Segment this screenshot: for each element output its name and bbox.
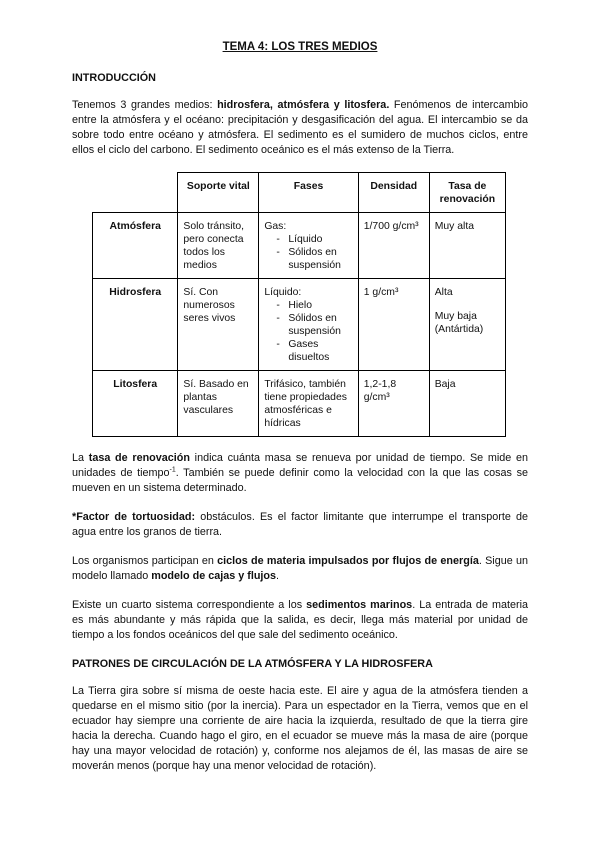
cell-densidad: 1,2-1,8 g/cm³ (358, 371, 429, 437)
text-span: . La entrada de materia es más abundante y más rápida que la salida, es decir, llega más material por unidad de tiempo a los fondos oceánicos del que sale del sedimento oceánico. (72, 599, 528, 641)
intro-text-bold: hidrosfera, atmósfera y litosfera. (217, 99, 390, 111)
list-item: - Sólidos en suspensión (288, 246, 352, 272)
row-label: Atmósfera (93, 213, 178, 279)
cell-tasa: Baja (429, 371, 505, 437)
text-span: . Sigue un modelo llamado (72, 555, 528, 582)
table-row (93, 371, 506, 437)
cell-soporte: Sí. Con numerosos seres vivos (178, 279, 259, 371)
table-row (93, 213, 506, 279)
text-span: Existe un cuarto sistema correspondiente a los (72, 599, 307, 611)
cell-densidad: 1/700 g/cm³ (358, 213, 429, 279)
list-item: - Líquido (288, 233, 352, 246)
table-header: Soporte vital (178, 173, 259, 213)
cell-fases (259, 279, 358, 371)
list-item: - Hielo (288, 299, 352, 312)
cell-soporte: Solo tránsito, pero conecta todos los medios (178, 213, 259, 279)
table-header: Densidad (358, 173, 429, 213)
tasa-paragraph (72, 451, 528, 496)
document-page (72, 40, 528, 774)
cell-fases (259, 213, 358, 279)
text-span: . (276, 570, 280, 582)
cuarto-paragraph (72, 598, 528, 643)
text-span: La (72, 452, 89, 464)
row-label: Hidrosfera (93, 279, 178, 371)
intro-paragraph (72, 98, 528, 158)
text-bold: ciclos de materia impulsados por flujos de energía (217, 555, 479, 567)
text-bold: modelo de cajas y flujos (151, 570, 277, 582)
text-span: obstáculos. Es el factor limitante que interrumpe el transporte de agua entre los granos de tierra. (72, 511, 528, 538)
table-corner (93, 173, 178, 213)
text-span: Los organismos participan en (72, 555, 218, 567)
fases-title: Líquido: (264, 287, 302, 298)
text-bold: sedimentos marinos (306, 599, 413, 611)
tasa-value: Alta (434, 287, 453, 298)
table-header: Fases (259, 173, 358, 213)
table-header: Tasa de renovación (429, 173, 505, 213)
list-item: - Sólidos en suspensión (288, 312, 352, 338)
intro-heading: INTRODUCCIÓN (72, 72, 156, 84)
cell-tasa (429, 279, 505, 371)
cell-soporte: Sí. Basado en plantas vasculares (178, 371, 259, 437)
intro-text-c: Fenómenos de intercambio entre la atmósfera y el océano: precipitación y desgasificación del agua. El intercambio se da sobre todo entre océano y atmósfera. El sedimento es el sumidero de muchos ciclos, entre ellos el ciclo del carbono. El sedimento oceánico es el más extenso de la Tierra. (72, 99, 528, 156)
patrones-heading: PATRONES DE CIRCULACIÓN DE LA ATMÓSFERA Y LA HIDROSFERA (72, 658, 433, 670)
patrones-paragraph: La Tierra gira sobre sí misma de oeste hacia este. El aire y agua de la atmósfera tienden a quedarse en el mismo sitio (por la inercia). Para un espectador en la Tierra, vemos que en el ecuador hay siempre una corriente de aire hacia la izquierda, resultado de que la tierra gire hacia la derecha. Cuando hago el giro, en el ecuador se mueve más la masa de aire (porque hay una mayor velocidad de rotación) y, conforme nos alejamos de él, las masas de aire se moverán menos (porque hay una menor velocidad de rotación). (72, 685, 528, 772)
text-span: indica cuánta masa se renueva por unidad de tiempo. Se mide en unidades de tiempo (72, 452, 529, 479)
organismos-paragraph (72, 554, 528, 584)
table-row (93, 279, 506, 371)
page-title: TEMA 4: LOS TRES MEDIOS (222, 41, 378, 53)
media-table (92, 172, 506, 437)
text-bold: *Factor de tortuosidad: (72, 511, 196, 523)
cell-fases: Trifásico, también tiene propiedades atmosféricas e hídricas (259, 371, 358, 437)
cell-densidad: 1 g/cm³ (358, 279, 429, 371)
cell-tasa: Muy alta (429, 213, 505, 279)
text-bold: tasa de renovación (88, 452, 190, 464)
factor-paragraph (72, 510, 528, 540)
intro-text-a: Tenemos 3 grandes medios: (72, 99, 218, 111)
text-span: . También se puede definir como la velocidad con la que las cosas se mueven en un sistema determinado. (72, 467, 528, 494)
tasa-value-secondary: Muy baja (Antártida) (434, 311, 484, 335)
table-header-row (93, 173, 506, 213)
fases-title: Gas: (264, 221, 287, 232)
fases-list (264, 299, 352, 364)
fases-list (264, 233, 352, 272)
list-item: - Gases disueltos (288, 338, 352, 364)
superscript: -1 (169, 466, 176, 474)
row-label: Litosfera (93, 371, 178, 437)
